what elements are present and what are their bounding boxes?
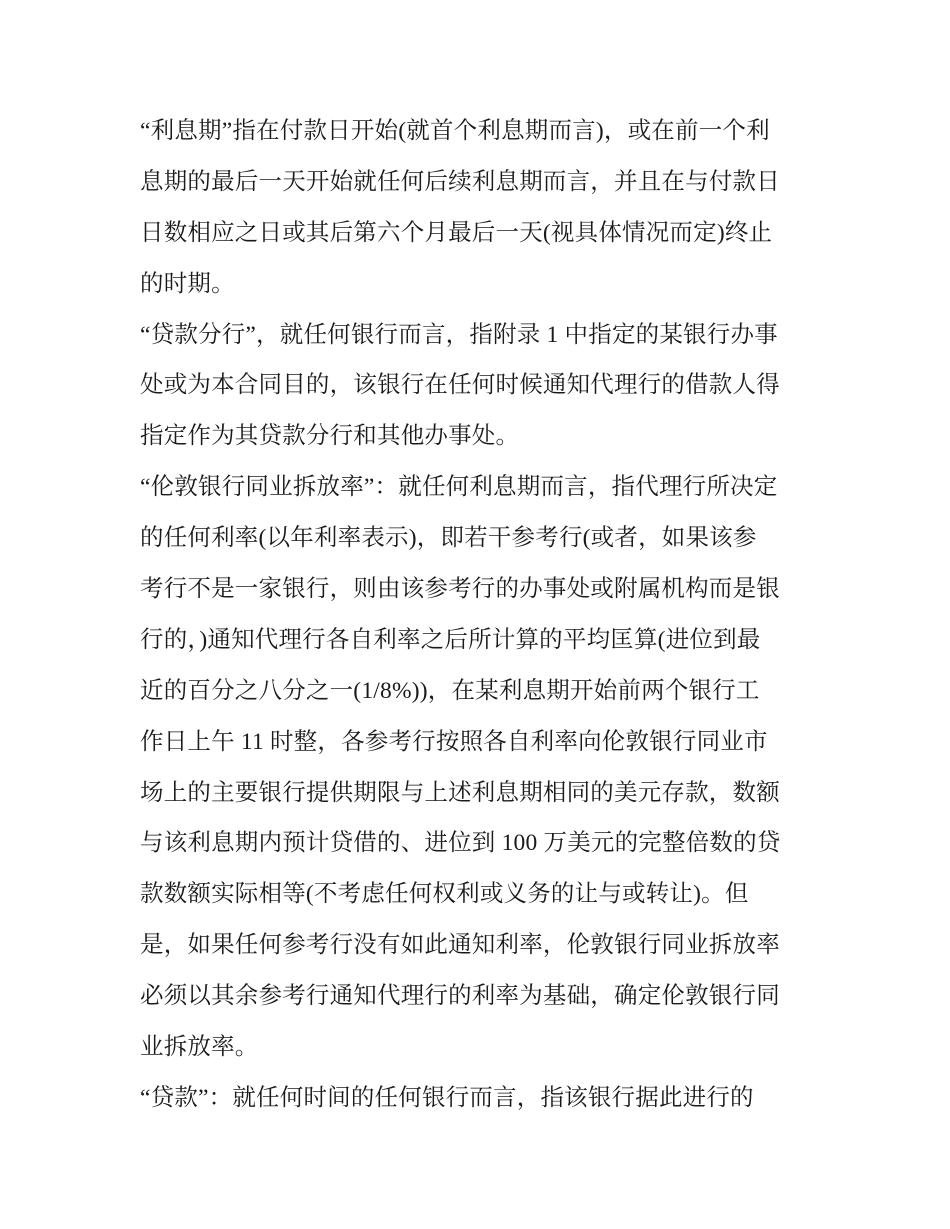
text-line: “伦敦银行同业拆放率”：就任何利息期而言，指代理行所决定	[140, 474, 778, 501]
paragraph-interest-period	[140, 106, 820, 310]
text-line: 必须以其余参考行通知代理行的利率为基础，确定伦敦银行同	[140, 983, 780, 1010]
text-line: 业拆放率。	[140, 1034, 259, 1061]
paragraph-libor	[140, 462, 820, 1073]
paragraph-lending-office	[140, 310, 820, 463]
text-line: 考行不是一家银行，则由该参考行的办事处或附属机构而是银	[140, 576, 780, 603]
text-line: “贷款”：就任何时间的任何银行而言，指该银行据此进行的	[140, 1084, 754, 1111]
text-line: 行的，)通知代理行各自利率之后所计算的平均匡算(进位到最	[140, 626, 761, 653]
text-line: 日数相应之日或其后第六个月最后一天(视具体情况而定)终止	[140, 219, 773, 246]
text-line: 息期的最后一天开始就任何后续利息期而言，并且在与付款日	[140, 168, 780, 195]
text-line: 场上的主要银行提供期限与上述利息期相同的美元存款，数额	[140, 779, 780, 806]
text-line: “贷款分行”，就任何银行而言，指附录 1 中指定的某银行办事	[140, 321, 778, 348]
text-line: 近的百分之八分之一(1/8%))，在某利息期开始前两个银行工	[140, 677, 760, 704]
text-line: 的时期。	[140, 270, 235, 297]
paragraph-loan	[140, 1073, 820, 1124]
text-line: 处或为本合同目的，该银行在任何时候通知代理行的借款人得	[140, 372, 780, 399]
text-line: 指定作为其贷款分行和其他办事处。	[140, 423, 520, 450]
document-body	[140, 106, 820, 1124]
text-line: “利息期”指在付款日开始(就首个利息期而言)，或在前一个利	[140, 118, 770, 144]
text-line: 的任何利率(以年利率表示)，即若干参考行(或者，如果该参	[140, 525, 757, 552]
text-line: 款数额实际相等(不考虑任何权利或义务的让与或转让)。但	[140, 881, 749, 908]
text-line: 是，如果任何参考行没有如此通知利率，伦敦银行同业拆放率	[140, 932, 780, 959]
text-line: 作日上午 11 时整，各参考行按照各自利率向伦敦银行同业市	[140, 728, 768, 755]
text-line: 与该利息期内预计贷借的、进位到 100 万美元的完整倍数的贷	[140, 830, 781, 857]
